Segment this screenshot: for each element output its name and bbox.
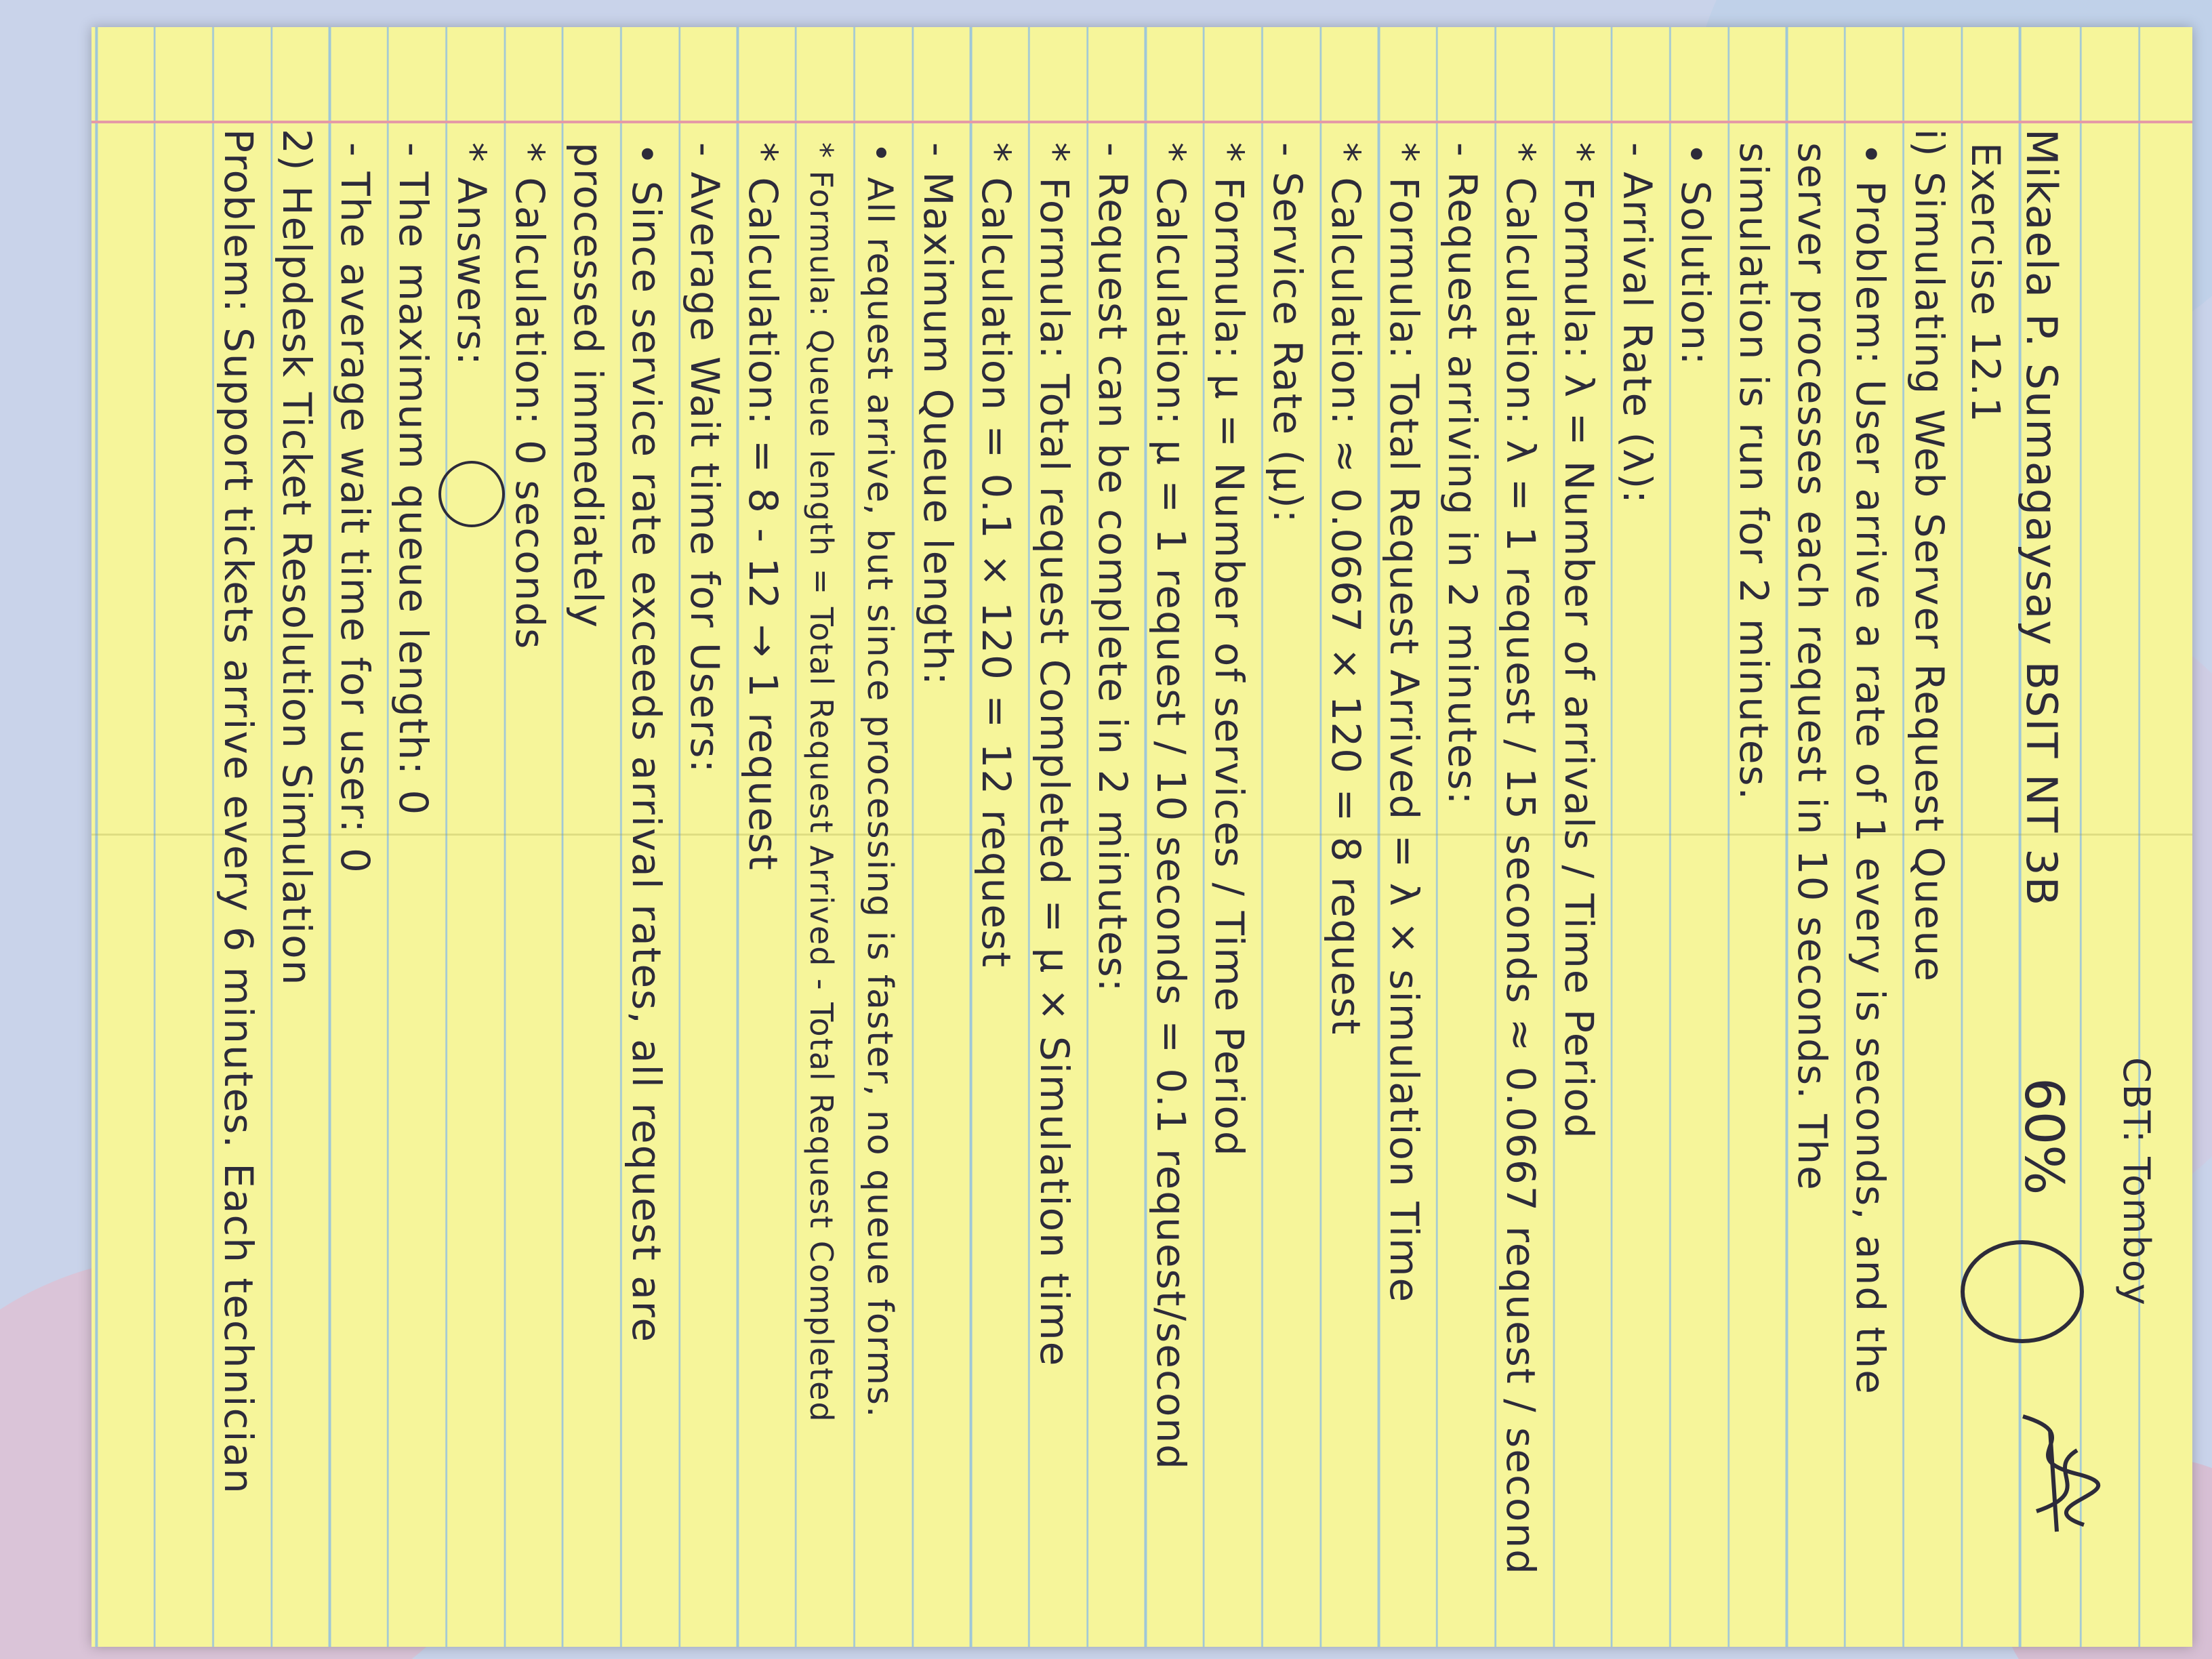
calculation-line: * Calculation = 0.1 × 120 = 12 request <box>973 142 1019 969</box>
problem-line: simulation is run for 2 minutes. <box>1731 142 1777 802</box>
formula-line: * Formula: μ = Number of services / Time Period <box>1206 142 1252 1158</box>
step-heading: - Request arriving in 2 minutes: <box>1439 142 1486 806</box>
step-heading: - Maximum Queue length: <box>915 142 961 687</box>
explanation-line: processed immediately <box>565 142 611 629</box>
solution-heading: • Solution: <box>1673 142 1719 367</box>
score-circle <box>1961 1240 2084 1343</box>
section-title: 2) Helpdesk Ticket Resolution Simulation <box>274 129 320 987</box>
answer-line: - The maximum queue length: 0 <box>390 142 436 817</box>
paper-wrap <box>75 20 2196 1654</box>
answer-circle <box>438 461 505 527</box>
calculation-line: * Calculation: ≈ 0.0667 × 120 = 8 request <box>1323 142 1369 1036</box>
formula-line: * Formula: Total request Completed = μ × Simulation time <box>1031 142 1078 1368</box>
notebook-page <box>91 27 2192 1647</box>
formula-line: * Formula: Queue length = Total Request Arrived - Total Request Completed <box>803 142 840 1423</box>
step-heading: - Request can be complete in 2 minutes: <box>1090 142 1136 994</box>
answer-line: - The average wait time for user: 0 <box>332 142 378 874</box>
answers-heading: * Answers: <box>449 142 495 367</box>
section-title: i) Simulating Web Server Request Queue <box>1906 129 1952 983</box>
problem-line: • Problem: User arrive a rate of 1 every is seconds, and the <box>1847 142 1893 1395</box>
calculation-line: * Calculation: = 8 - 12 → 1 request <box>740 142 786 872</box>
teacher-signature <box>2003 1410 2104 1545</box>
formula-line: * Formula: λ = Number of arrivals / Time Period <box>1556 142 1602 1140</box>
formula-line: * Formula: Total Request Arrived = λ × simulation Time <box>1381 142 1427 1304</box>
exercise-title: Exercise 12.1 <box>1963 142 2009 424</box>
problem-line: Problem: Support tickets arrive every 6 minutes. Each technician <box>216 129 262 1495</box>
step-heading: - Average Wait time for Users: <box>682 142 728 775</box>
student-name: Mikaela P. Sumagaysay BSIT NT 3B <box>2017 129 2066 907</box>
problem-line: server processes each request in 10 seconds. The <box>1789 142 1835 1191</box>
explanation-line: • Since service rate exceeds arrival rates, all request are <box>623 142 670 1344</box>
top-right-note: CBT: Tomboy <box>2115 1057 2158 1307</box>
grade-mark: 60% <box>2013 1078 2074 1195</box>
calculation-line: * Calculation: λ = 1 request / 15 seconds ≈ 0.0667 request / second <box>1498 142 1544 1576</box>
calculation-line: * Calculation: μ = 1 request / 10 seconds = 0.1 request/second <box>1148 142 1194 1471</box>
explanation-line: • All request arrive, but since processing is faster, no queue forms. <box>859 142 900 1419</box>
step-heading: - Service Rate (μ): <box>1265 142 1311 525</box>
calculation-line: * Calculation: 0 seconds <box>507 142 553 651</box>
step-heading: - Arrival Rate (λ): <box>1614 142 1660 505</box>
